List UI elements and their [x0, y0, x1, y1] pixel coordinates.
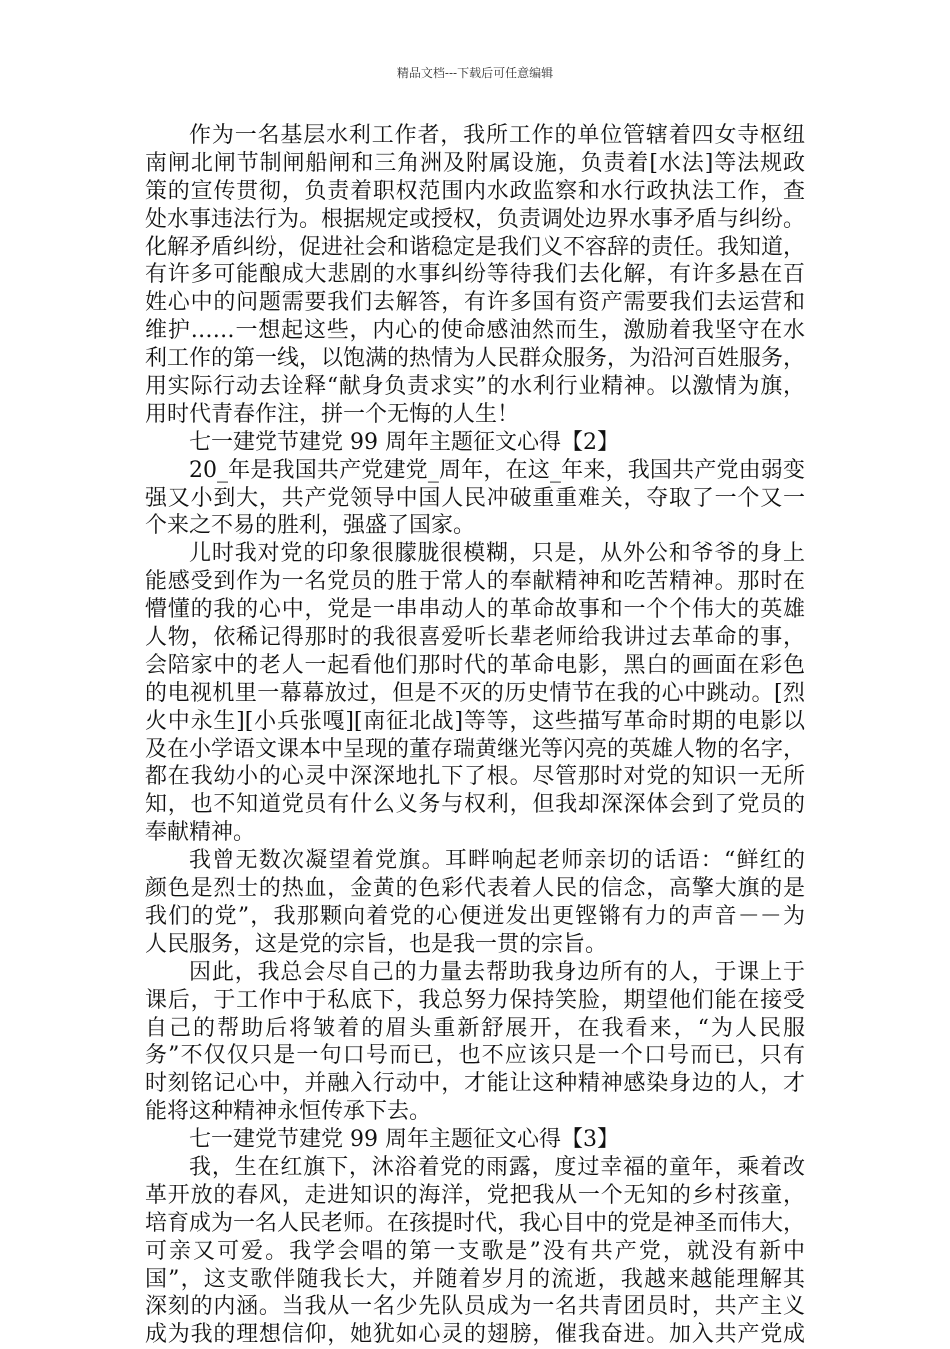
text-line: 课后，于工作中于私底下，我总努力保持笑脸，期望他们能在接受: [145, 987, 805, 1013]
text-line: 时刻铭记心中，并融入行动中，才能让这种精神感染身边的人，才: [145, 1071, 805, 1097]
text-line: 化解矛盾纠纷，促进社会和谐稳定是我们义不容辞的责任。我知道，: [145, 234, 806, 260]
text-line: 我曾无数次凝望着党旗。耳畔响起老师亲切的话语：“鲜红的: [189, 848, 805, 874]
section-heading: 七一建党节建党 99 周年主题征文心得【3】: [189, 1127, 619, 1153]
text-line: 能将这种精神永恒传承下去。: [145, 1099, 432, 1125]
text-line: 成为我的理想信仰，她犹如心灵的翅膀，催我奋进。加入共产党成: [145, 1322, 805, 1348]
text-line: 自己的帮助后将皱着的眉头重新舒展开，在我看来，“为人民服: [145, 1015, 805, 1041]
text-line: 火中永生][小兵张嘎][南征北战]等等，这些描写革命时期的电影以: [145, 708, 805, 734]
text-line: 我，生在红旗下，沐浴着党的雨露，度过幸福的童年，乘着改: [189, 1154, 805, 1180]
text-line: 革开放的春风，走进知识的海洋，党把我从一个无知的乡村孩童，: [145, 1182, 805, 1208]
text-line: 策的宣传贯彻，负责着职权范围内水政监察和水行政执法工作，查: [145, 178, 805, 204]
text-line: 有许多可能酿成大悲剧的水事纠纷等待我们去化解，有许多悬在百: [145, 262, 805, 288]
text-line: 奉献精神。: [145, 820, 256, 846]
text-line: 作为一名基层水利工作者，我所工作的单位管辖着四女寺枢纽: [189, 123, 805, 148]
text-line: 人物，依稀记得那时的我很喜爱听长辈老师给我讲过去革命的事，: [145, 625, 805, 651]
page-header: 精品文档---下载后可任意编辑: [396, 66, 554, 80]
document-body: [145, 122, 805, 1349]
text-line: 可亲又可爱。我学会唱的第一支歌是”没有共产党，就没有新中: [145, 1238, 805, 1264]
text-line: 知，也不知道党员有什么义务与权利，但我却深深体会到了党员的: [145, 792, 805, 818]
text-line: 用时代青春作注，拼一个无悔的人生！: [145, 401, 520, 427]
text-line: 培育成为一名人民老师。在孩提时代，我心目中的党是神圣而伟大，: [145, 1210, 806, 1236]
text-line: 人民服务，这是党的宗旨，也是我一贯的宗旨。: [145, 931, 608, 957]
text-line: 南闸北闸节制闸船闸和三角洲及附属设施，负责着[水法]等法规政: [145, 150, 805, 176]
text-line: 儿时我对党的印象很朦胧很模糊，只是，从外公和爷爷的身上: [189, 541, 805, 567]
text-line: 因此，我总会尽自己的力量去帮助我身边所有的人，于课上于: [189, 959, 805, 985]
text-line: 利工作的第一线，以饱满的热情为人民群众服务，为沿河百姓服务，: [145, 346, 806, 372]
text-line: 我们的党”，我那颗向着党的心便迸发出更铿锵有力的声音－－为: [145, 903, 805, 929]
text-line: 及在小学语文课本中呈现的董存瑞黄继光等闪亮的英雄人物的名字，: [145, 736, 806, 762]
text-line: 务”不仅仅只是一句口号而已，也不应该只是一个口号而已，只有: [145, 1043, 805, 1069]
text-line: 维护……一想起这些，内心的使命感油然而生，激励着我坚守在水: [145, 318, 805, 344]
text-line: 都在我幼小的心灵中深深地扎下了根。尽管那时对党的知识一无所: [145, 764, 805, 790]
text-line: 的电视机里一幕幕放过，但是不灭的历史情节在我的心中跳动。[烈: [145, 680, 805, 706]
text-line: 用实际行动去诠释“献身负责求实”的水利行业精神。以激情为旗，: [145, 374, 805, 400]
text-line: 个来之不易的胜利，强盛了国家。: [145, 513, 476, 539]
text-line: 20_年是我国共产党建党_周年，在这_年来，我国共产党由弱变: [189, 457, 805, 483]
text-line: 处水事违法行为。根据规定或授权，负责调处边界水事矛盾与纠纷。: [145, 206, 806, 232]
text-line: 国”，这支歌伴随我长大，并随着岁月的流逝，我越来越能理解其: [145, 1266, 805, 1292]
text-line: 能感受到作为一名党员的胜于常人的奉献精神和吃苦精神。那时在: [145, 569, 805, 595]
text-line: 深刻的内涵。当我从一名少先队员成为一名共青团员时，共产主义: [145, 1294, 805, 1320]
text-line: 会陪家中的老人一起看他们那时代的革命电影，黑白的画面在彩色: [145, 652, 805, 678]
text-line: 颜色是烈士的热血，金黄的色彩代表着人民的信念，高擎大旗的是: [145, 876, 805, 902]
section-heading: 七一建党节建党 99 周年主题征文心得【2】: [189, 429, 619, 455]
text-line: 姓心中的问题需要我们去解答，有许多国有资产需要我们去运营和: [145, 290, 805, 316]
text-line: 强又小到大，共产党领导中国人民冲破重重难关，夺取了一个又一: [145, 485, 805, 511]
text-line: 懵懂的我的心中，党是一串串动人的革命故事和一个个伟大的英雄: [145, 597, 805, 623]
